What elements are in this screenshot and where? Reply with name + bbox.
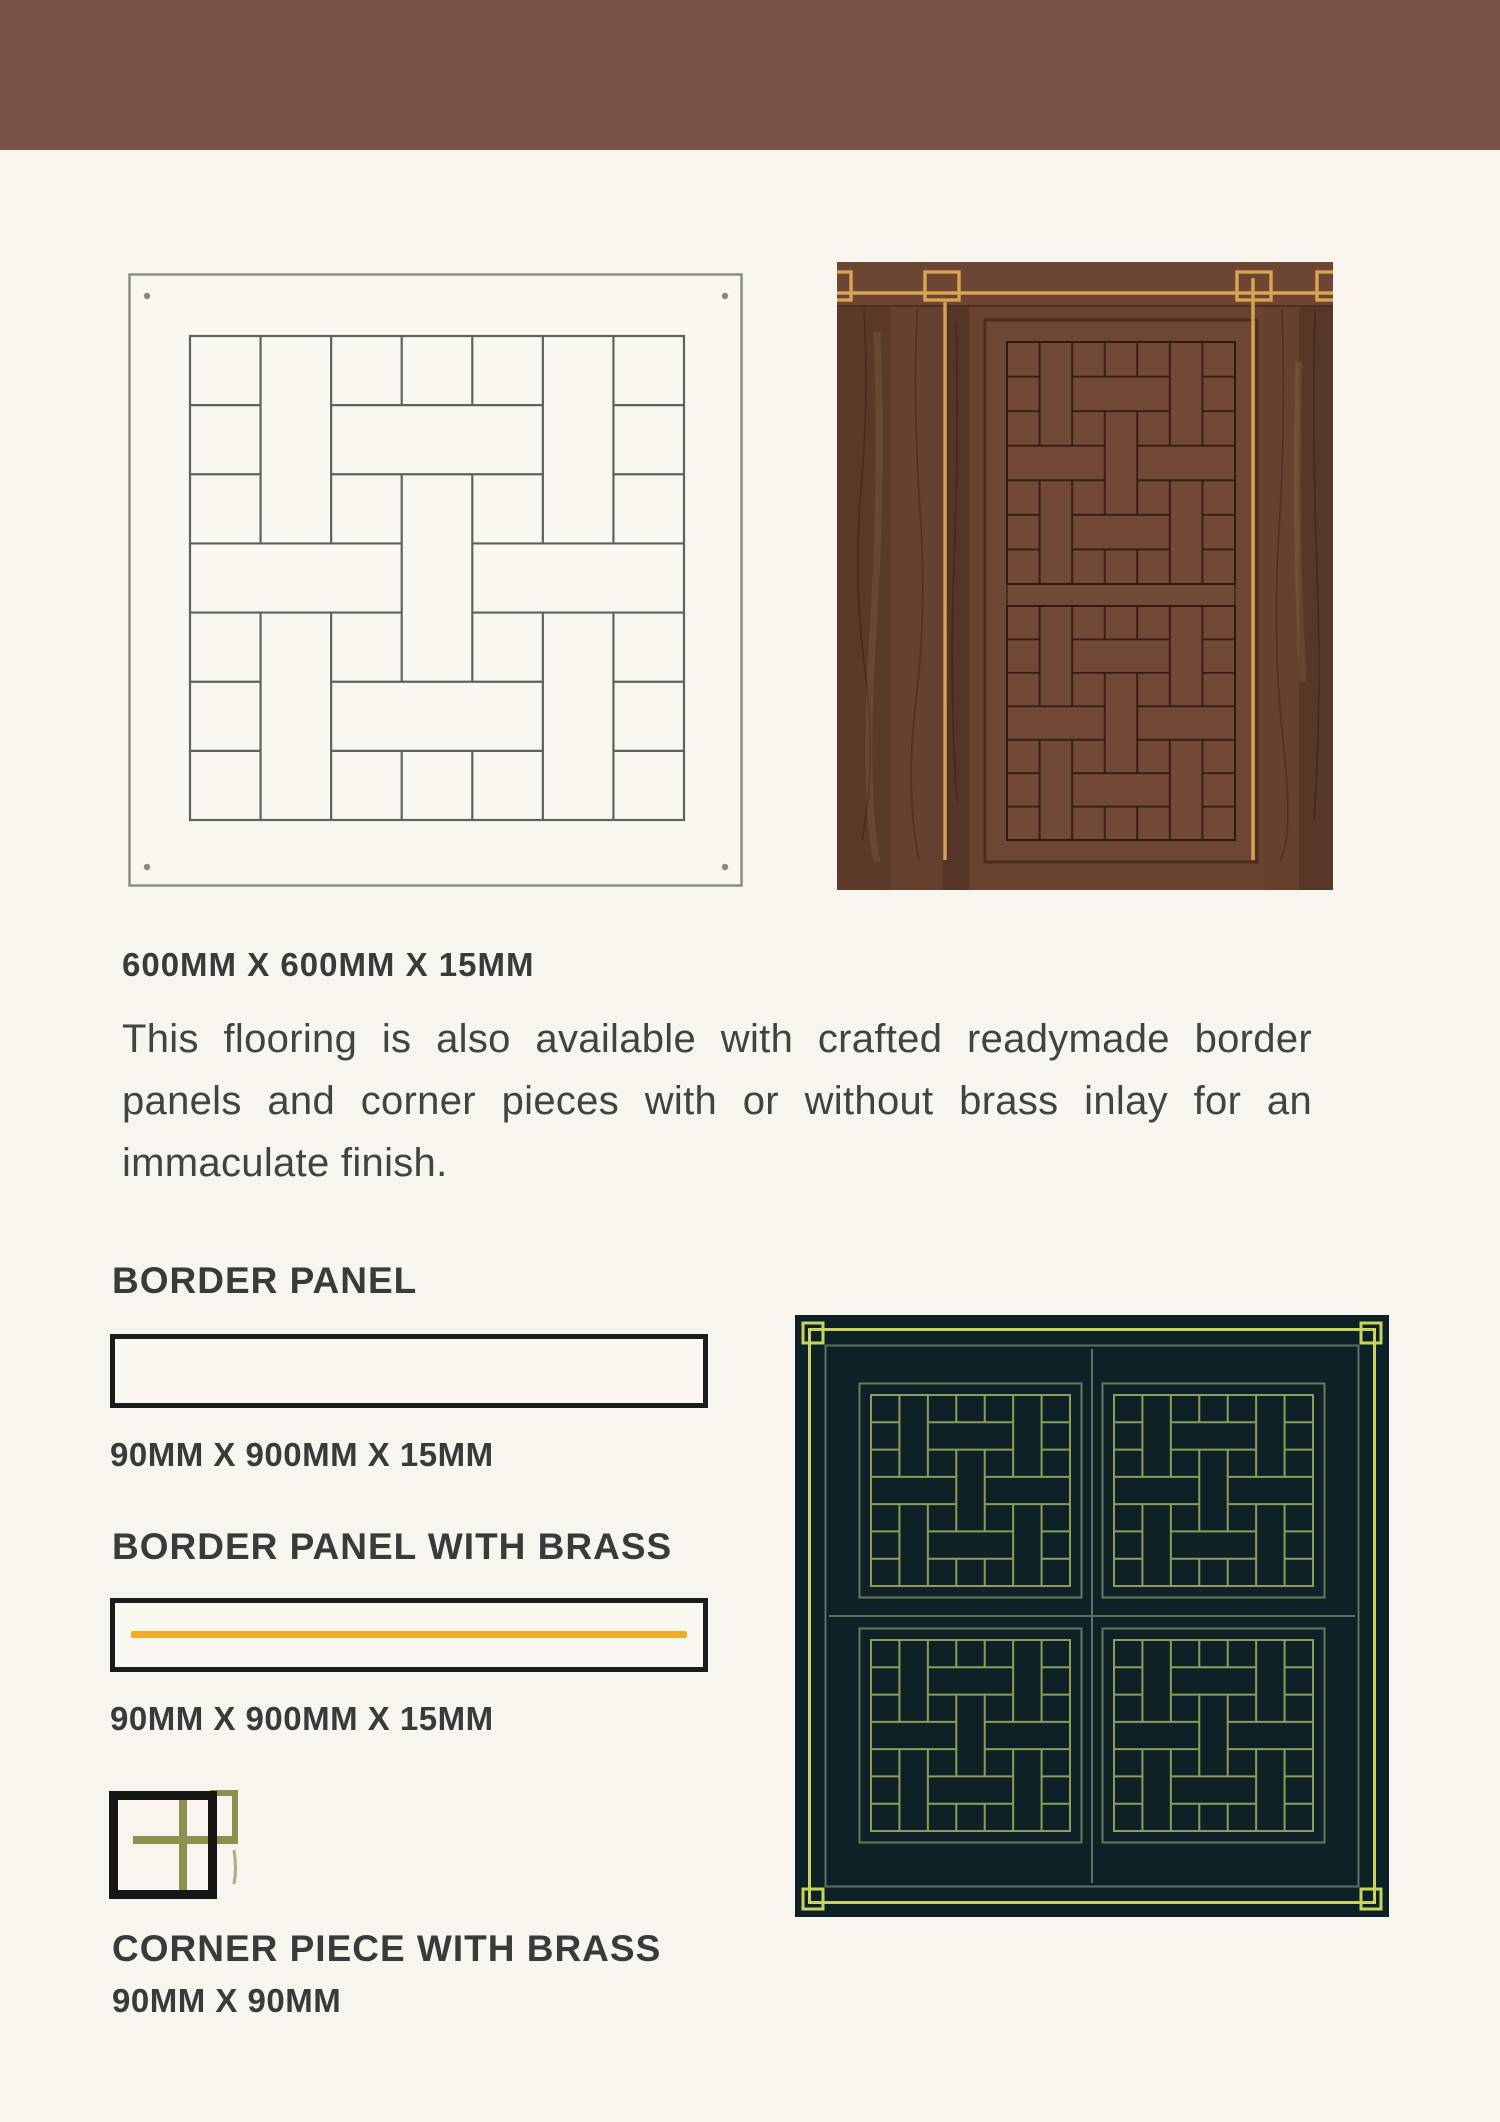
cad-floor-drawing bbox=[795, 1315, 1389, 1917]
corner-piece-heading: CORNER PIECE WITH BRASS bbox=[112, 1928, 662, 1969]
corner-brass-motif bbox=[133, 1793, 237, 1892]
parquet-floor-photo bbox=[837, 262, 1333, 890]
header-bar bbox=[0, 0, 1500, 150]
corner-piece-svg bbox=[95, 1782, 255, 1912]
corner-piece-diagram bbox=[95, 1782, 255, 1912]
border-panel-caption: 90MM X 900MM X 15MM bbox=[110, 1436, 494, 1473]
brass-inlay-strip bbox=[131, 1631, 687, 1638]
corner-piece-caption: 90MM X 90MM bbox=[112, 1982, 342, 2019]
border-panel-diagram bbox=[110, 1334, 708, 1408]
tile-outer-square bbox=[130, 275, 742, 886]
border-panel-heading: BORDER PANEL bbox=[112, 1260, 418, 1301]
corner-black-square bbox=[114, 1796, 213, 1895]
cad-drawing-svg bbox=[795, 1315, 1389, 1917]
parquet-pattern-svg bbox=[128, 273, 743, 887]
tile-dimension-caption: 600MM X 600MM X 15MM bbox=[122, 946, 535, 983]
border-panel-brass-diagram bbox=[110, 1598, 708, 1672]
parquet-pattern-drawing bbox=[128, 273, 743, 887]
intro-paragraph: This flooring is also available with crafted readymade border panels and corner pieces with or without brass inlay for an immaculate finish. bbox=[122, 1017, 1312, 1185]
border-panel-brass-caption: 90MM X 900MM X 15MM bbox=[110, 1700, 494, 1737]
wood-photo-svg bbox=[837, 262, 1333, 890]
border-panel-brass-heading: BORDER PANEL WITH BRASS bbox=[112, 1526, 673, 1567]
